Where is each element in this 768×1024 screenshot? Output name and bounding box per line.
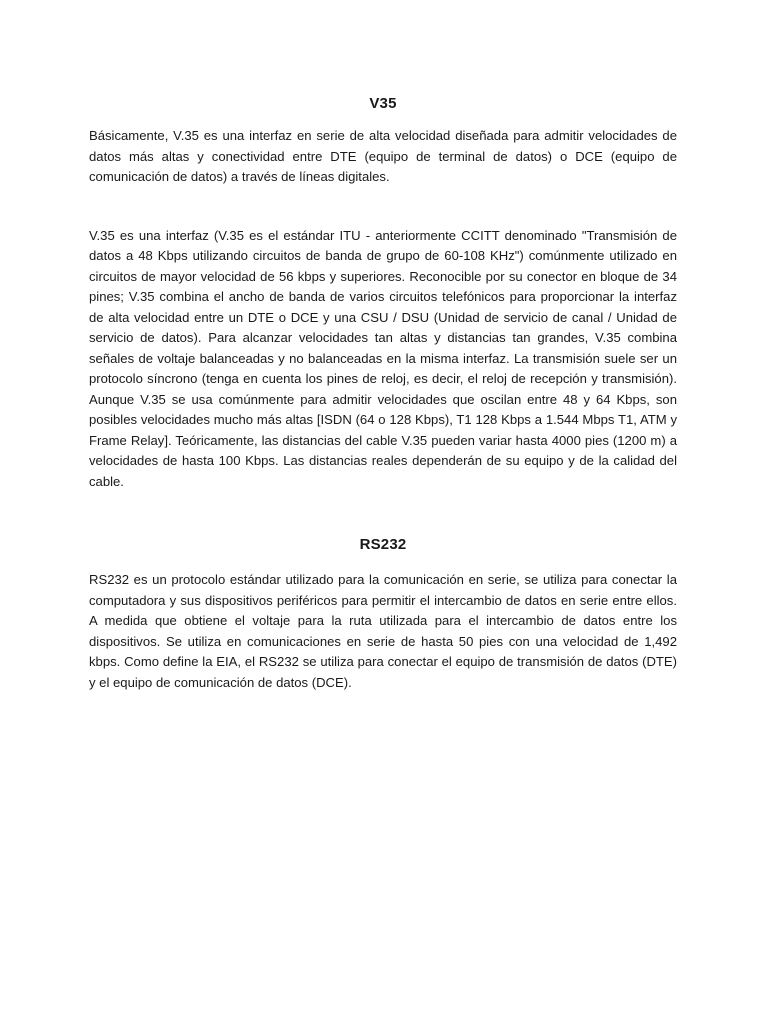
section-title-v35: V35	[369, 95, 397, 112]
document-body	[89, 92, 677, 693]
v35-details-paragraph: V.35 es una interfaz (V.35 es el estándar ITU - anteriormente CCITT denominado "Transmisión de datos a 48 Kbps utilizando circuitos de banda de grupo de 60-108 KHz") comúnmente utilizado en circuitos de mayor velocidad de 56 kbps y superiores. Reconocible por su conector en bloque de 34 pines; V.35 combina el ancho de banda de varios circuitos telefónicos para proporcionar la interfaz de alta velocidad entre un DTE o DCE y una CSU / DSU (Unidad de servicio de canal / Unidad de servicio de datos). Para alcanzar velocidades tan altas y distancias tan grandes, V.35 combina señales de voltaje balanceadas y no balanceadas en la misma interfaz. La transmisión suele ser un protocolo síncrono (tenga en cuenta los pines de reloj, es decir, el reloj de recepción y transmisión). Aunque V.35 se usa comúnmente para admitir velocidades que oscilan entre 48 y 64 Kbps, son posibles velocidades mucho más altas [ISDN (64 o 128 Kbps), T1 128 Kbps a 1.544 Mbps T1, ATM y Frame Relay]. Teóricamente, las distancias del cable V.35 pueden variar hasta 4000 pies (1200 m) a velocidades de hasta 100 Kbps. Las distancias reales dependerán de su equipo y de la calidad del cable.	[89, 227, 677, 489]
rs232-paragraph: RS232 es un protocolo estándar utilizado para la comunicación en serie, se utiliza para conectar la computadora y sus dispositivos periféricos para permitir el intercambio de datos en serie entre ellos. A medida que obtiene el voltaje para la ruta utilizada para el intercambio de datos entre los dispositivos. Se utiliza en comunicaciones en serie de hasta 50 pies con una velocidad de 1,492 kbps. Como define la EIA, el RS232 se utiliza para conectar el equipo de transmisión de datos (DTE) y el equipo de comunicación de datos (DCE).	[89, 572, 677, 690]
v35-intro-paragraph: Básicamente, V.35 es una interfaz en serie de alta velocidad diseñada para admitir velocidades de datos más altas y conectividad entre DTE (equipo de terminal de datos) o DCE (equipo de comunicación de datos) a través de líneas digitales.	[89, 128, 677, 184]
section-title-rs232: RS232	[359, 536, 407, 553]
